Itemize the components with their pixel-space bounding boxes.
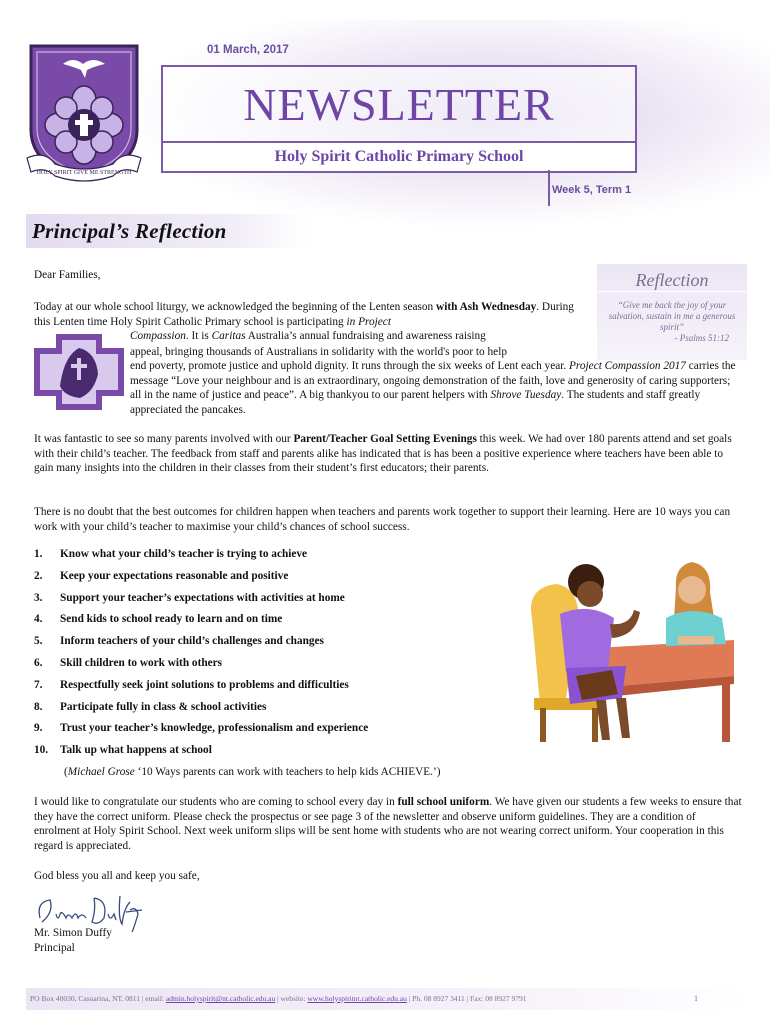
footer-address: PO Box 40030, Casuarina, NT. 0811 | email: (30, 994, 166, 1003)
list-text: Keep your expectations reasonable and positive (60, 569, 289, 582)
list-number: 9. (34, 722, 43, 735)
list-text: Send kids to school ready to learn and on time (60, 613, 283, 626)
text-bold: full school uniform (397, 796, 490, 808)
tips-citation: (Michael Grose ‘10 Ways parents can work with teachers to help kids ACHIEVE.’) (64, 766, 441, 778)
parent-teacher-clipart (526, 548, 738, 744)
list-item (34, 635, 514, 657)
reflection-box (597, 264, 747, 360)
text: It was fantastic to see so many parents involved with our (34, 433, 294, 445)
principal-role: Principal (34, 942, 75, 954)
list-item (34, 592, 514, 614)
text: . It is (185, 330, 212, 342)
paragraph-outcomes: There is no doubt that the best outcomes for children happen when teachers and parents work together to support their learning. Here are 10 ways you can work with your child’s teacher to maximise your child’s chances of school success. (34, 506, 731, 533)
list-text: Participate fully in class & school activities (60, 700, 267, 713)
svg-text:HOLY SPIRIT GIVE ME STRENGTH: HOLY SPIRIT GIVE ME STRENGTH (36, 170, 132, 176)
signoff (34, 926, 112, 956)
list-text: Skill children to work with others (60, 656, 223, 669)
list-number: 6. (34, 656, 43, 669)
text: I would like to congratulate our students who are coming to school every day in (34, 796, 398, 808)
principal-name: Mr. Simon Duffy (34, 927, 112, 939)
paragraph-uniform (34, 795, 744, 853)
text: Today at our whole school liturgy, we acknowledged the beginning of the Lenten season (34, 301, 437, 313)
citation-title: ‘10 Ways parents can work with teachers to help kids ACHIEVE.’) (134, 766, 441, 778)
week-term: Week 5, Term 1 (552, 184, 632, 196)
list-text: Know what your child’s teacher is trying to achieve (60, 548, 308, 560)
list-item (34, 613, 514, 635)
list-number: 2. (34, 569, 43, 582)
list-number: 7. (34, 678, 43, 691)
school-name: Holy Spirit Catholic Primary School (274, 148, 524, 165)
issue-date: 01 March, 2017 (207, 44, 289, 56)
tips-list (34, 548, 514, 766)
text: this week. We had over 180 parents attend and set goals with their child’s teacher. The feedback from staff and parents alike has indicated that is has been a positive experience where teachers have been able to gain many insights into the children in their classes from their student’s first educators; their parents. (34, 433, 732, 474)
text-italic: Compassion (130, 330, 186, 342)
newsletter-title-box (161, 65, 637, 143)
paragraph-goal-setting (34, 432, 744, 476)
text: carries the message “Love your neighbour and is an extraordinary, ongoing demonstration of the faith, love and generosity of caring supporters; all in the name of justice and peace”. A big thankyou to our parent helpers with (130, 360, 736, 401)
list-item (34, 701, 514, 723)
section-heading: Principal’s Reflection (32, 219, 227, 243)
list-text: Talk up what happens at school (60, 744, 212, 757)
footer-contact (26, 988, 746, 1010)
footer-text: | website: (275, 994, 308, 1003)
text: Australia’s annual fundraising and awareness raising (245, 330, 486, 342)
ash-cross-icon (34, 334, 124, 410)
closing: God bless you all and keep you safe, (34, 870, 200, 882)
text: . The students and staff greatly appreciated the pancakes. (130, 389, 701, 416)
list-number: 1. (34, 548, 43, 560)
list-item (34, 657, 514, 679)
reflection-quote: “Give me back the joy of your salvation, sustain in me a generous spirit” (608, 300, 736, 332)
paragraph-lent-line4: appeal, bringing thousands of Australians in solidarity with the world's poor to help (130, 346, 507, 358)
text: . During this Lenten time Holy Spirit Catholic Primary school is participating (34, 301, 574, 328)
paragraph-lent-rest (130, 359, 740, 417)
list-item (34, 722, 514, 744)
week-divider (548, 170, 550, 206)
list-item (34, 570, 514, 592)
school-name-box (161, 141, 637, 173)
page-number: 1 (694, 994, 698, 1003)
list-item (34, 679, 514, 701)
list-number: 8. (34, 700, 43, 713)
list-number: 5. (34, 635, 43, 648)
reflection-heading: Reflection (597, 264, 747, 292)
list-item (34, 548, 514, 570)
list-text: Support your teacher’s expectations with activities at home (60, 591, 345, 604)
text-italic: Project Compassion 2017 (569, 360, 686, 372)
paragraph-lent-line1 (34, 300, 589, 329)
website-link[interactable]: www.holyspiritnt.catholic.edu.au (307, 994, 407, 1003)
footer-phone: | Ph. 08 8927 3411 | Fax: 08 8927 9791 (406, 994, 527, 1003)
greeting: Dear Families, (34, 269, 101, 281)
text-italic: Shrove Tuesday (490, 389, 562, 401)
text-italic: Caritas (211, 330, 246, 342)
text-italic: in Project (346, 315, 391, 328)
footer-bar (26, 988, 746, 1010)
list-number: 3. (34, 591, 43, 604)
list-number: 10. (34, 744, 49, 757)
text: . We have given our students a few weeks to ensure that they have the correct uniform. Please check the prospectus or see page 3 of the newsletter and observe uniform guidelines. They are a condition of enrolment at Holy Spirit School. Next week uniform slips will be sent home with students who are not wearing correct uniform. Your cooperation in this regard is appreciated. (34, 796, 742, 852)
school-crest-logo (25, 38, 143, 184)
list-text: Respectfully seek joint solutions to problems and difficulties (60, 678, 349, 691)
newsletter-title: NEWSLETTER (243, 79, 555, 130)
list-text: Trust your teacher’s knowledge, professionalism and experience (60, 722, 369, 735)
list-item (34, 744, 514, 766)
reflection-citation: - Psalms 51:12 (674, 333, 729, 343)
text-bold: Parent/Teacher Goal Setting Evenings (293, 433, 477, 445)
text: end poverty, promote justice and uphold dignity. It runs through the six weeks of Lent each year. (130, 360, 570, 372)
email-link[interactable]: admin.holyspirit@nt.catholic.edu.au (165, 994, 276, 1003)
text-bold: with Ash Wednesday (436, 301, 537, 313)
paragraph-lent-line3 (130, 329, 580, 344)
list-text: Inform teachers of your child’s challenges and changes (60, 635, 324, 648)
section-heading-band (26, 214, 308, 248)
citation-author: Michael Grose (67, 766, 135, 778)
list-number: 4. (34, 613, 43, 626)
